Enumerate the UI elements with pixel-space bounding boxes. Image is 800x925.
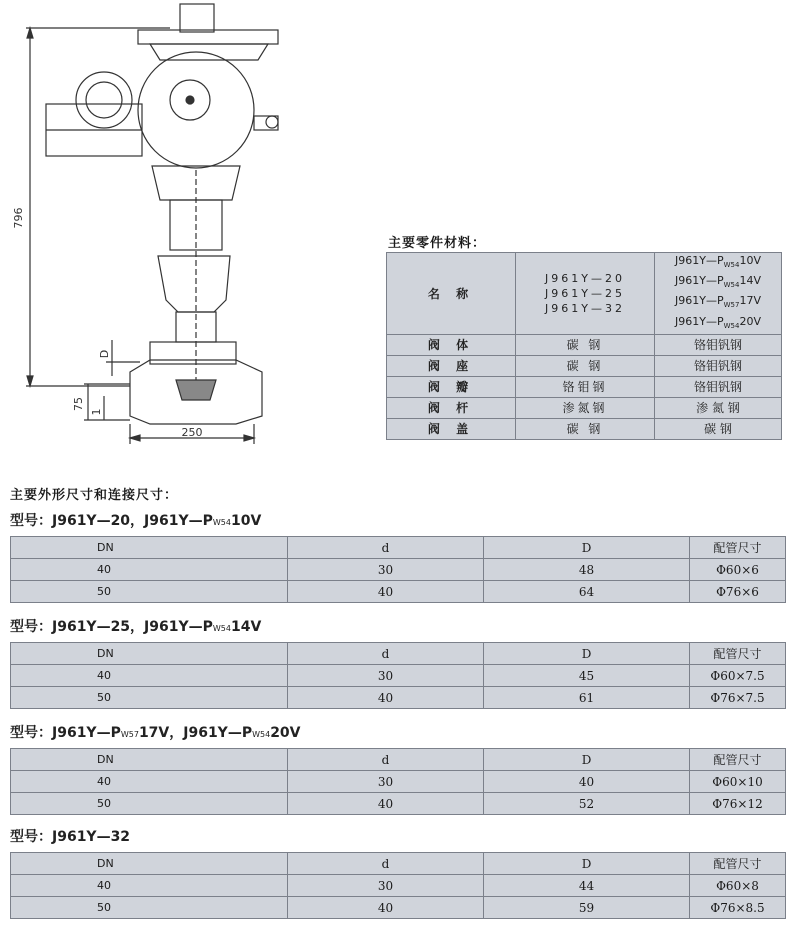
- spec-table-2: [10, 642, 786, 709]
- spec-table-3: [10, 748, 786, 815]
- table-header-row: DN d D 配管尺寸: [11, 853, 786, 875]
- dim-flange-label: 75: [72, 397, 85, 411]
- materials-header-col2: J961Y—20 J961Y—25 J961Y—32: [516, 253, 655, 335]
- table-row: 50 40 52 Φ76×12: [11, 793, 786, 815]
- model-label-1: 型号：J961Y—20，J961Y—PW5410V: [10, 513, 262, 529]
- table-header-row: DN d D 配管尺寸: [11, 749, 786, 771]
- table-row: 50 40 59 Φ76×8.5: [11, 897, 786, 919]
- materials-row: 阀 座 碳 钢 铬钼钒钢: [387, 355, 782, 376]
- dim-d-label: D: [98, 349, 111, 359]
- materials-title: 主要零件材料：: [388, 236, 487, 251]
- table-row: 40 30 48 Φ60×6: [11, 559, 786, 581]
- dim-small-label: 1: [90, 408, 103, 416]
- model-label-2: 型号：J961Y—25，J961Y—PW5414V: [10, 619, 262, 635]
- materials-row: 阀 瓣 铬钼钢 铬钼钒钢: [387, 376, 782, 397]
- spec-table-4: [10, 852, 786, 919]
- valve-drawing: [0, 0, 380, 460]
- model-label-4: 型号：J961Y—32: [10, 829, 131, 845]
- table-row: 40 30 40 Φ60×10: [11, 771, 786, 793]
- dim-width-label: 250: [181, 426, 203, 439]
- table-row: 40 30 44 Φ60×8: [11, 875, 786, 897]
- materials-row: 阀 杆 渗氮钢 渗 氮 钢: [387, 397, 782, 418]
- dim-height-label: 796: [12, 207, 25, 229]
- materials-header-col3: $J961Y—P_{W54}10V$ $J961Y—P_{W54}14V$ $J961Y—P_{W57}17V$ $J961Y—P_{W54}20V$: [655, 253, 782, 335]
- table-row: 50 40 61 Φ76×7.5: [11, 687, 786, 709]
- table-header-row: DN d D 配管尺寸: [11, 643, 786, 665]
- table-header-row: DN d D 配管尺寸: [11, 537, 786, 559]
- model-label-3: 型号：J961Y—PW5717V，J961Y—PW5420V: [10, 725, 301, 741]
- materials-row: 阀 体 碳 钢 铬钼钒钢: [387, 334, 782, 355]
- table-row: 40 30 45 Φ60×7.5: [11, 665, 786, 687]
- materials-table: [386, 252, 782, 440]
- table-row: 50 40 64 Φ76×6: [11, 581, 786, 603]
- spec-table-1: [10, 536, 786, 603]
- spec-title: 主要外形尺寸和连接尺寸：: [10, 488, 179, 503]
- materials-row: 阀 盖 碳 钢 碳 钢: [387, 418, 782, 439]
- materials-header-name: 名 称: [387, 253, 516, 335]
